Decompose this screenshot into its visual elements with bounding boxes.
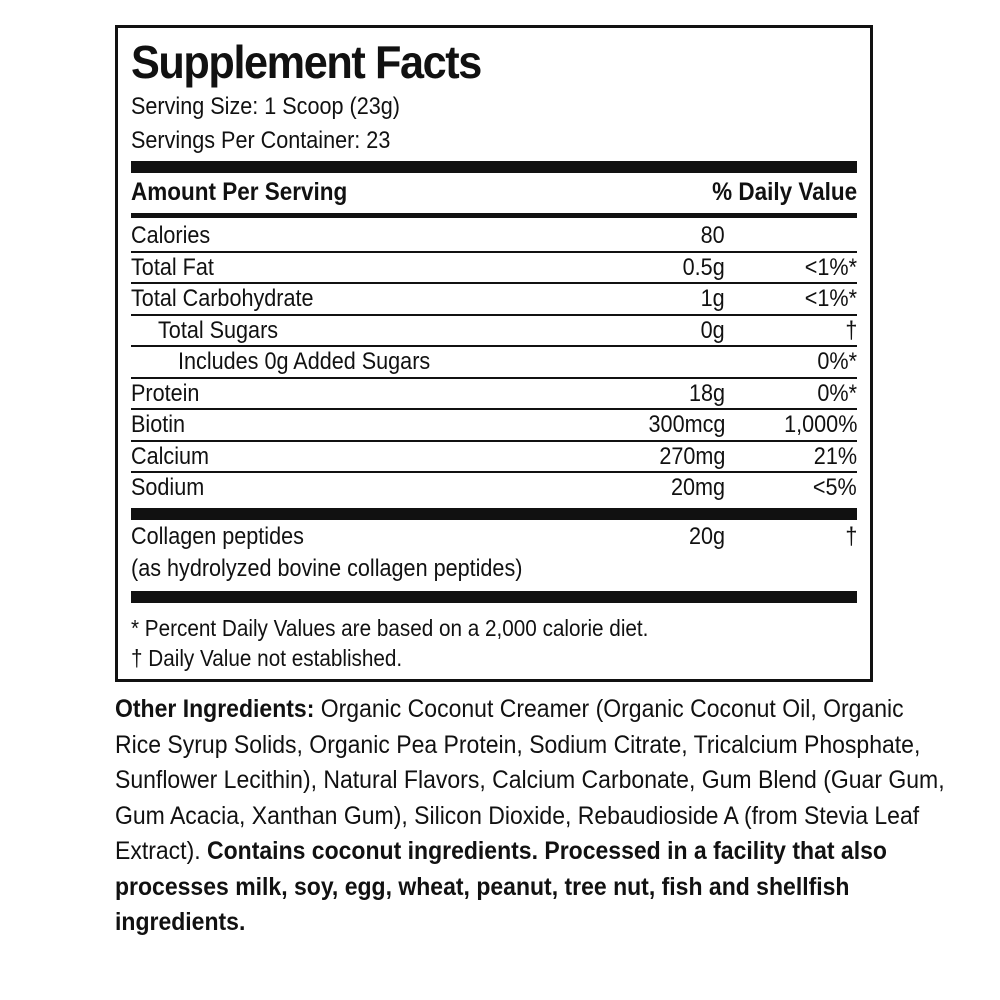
nutrient-row xyxy=(131,379,857,411)
nutrient-dv: 1,000% xyxy=(783,411,857,438)
supplement-facts-panel xyxy=(115,25,873,682)
ingredients-label: Other Ingredients: xyxy=(115,695,315,723)
panel-title: Supplement Facts xyxy=(131,36,481,88)
nutrient-dv: 21% xyxy=(813,442,857,470)
nutrient-amount: 0g xyxy=(700,316,725,344)
nutrient-name: Calcium xyxy=(131,442,210,470)
nutrient-row xyxy=(131,316,857,348)
nutrient-amount: 270mg xyxy=(658,442,725,470)
daily-value-not-established-footnote: † Daily Value not established. xyxy=(131,645,403,671)
nutrient-dv: 0%* xyxy=(817,379,857,407)
nutrient-dv: † xyxy=(844,316,857,344)
nutrient-dv: <1%* xyxy=(804,253,857,281)
thick-divider-bottom xyxy=(131,591,857,603)
nutrient-amount: 80 xyxy=(700,222,725,249)
nutrient-name: Biotin xyxy=(131,411,186,438)
daily-value-label: % Daily Value xyxy=(711,178,857,206)
nutrient-row xyxy=(131,442,857,474)
collagen-dv: † xyxy=(844,523,857,550)
nutrient-amount: 20mg xyxy=(670,474,725,501)
nutrient-dv: <5% xyxy=(813,474,857,501)
nutrient-row xyxy=(131,347,857,379)
nutrient-amount: 1g xyxy=(700,285,725,312)
nutrient-name: Total Fat xyxy=(131,253,214,281)
serving-size: Serving Size: 1 Scoop (23g) xyxy=(131,93,400,120)
other-ingredients xyxy=(115,692,955,941)
nutrient-rows xyxy=(131,221,857,505)
allergen-warning: Contains coconut ingredients. Processed in a facility that also processes milk, soy, egg, wheat, peanut, tree nut, fish and shellfish ingredients. xyxy=(115,837,887,936)
nutrient-name: Total Sugars xyxy=(158,316,279,344)
nutrient-name: Protein xyxy=(131,379,200,407)
nutrient-dv: 0%* xyxy=(817,348,857,375)
nutrient-dv: <1%* xyxy=(804,285,857,312)
nutrient-row xyxy=(131,284,857,316)
nutrient-name: Sodium xyxy=(131,474,205,501)
nutrient-name: Includes 0g Added Sugars xyxy=(178,348,431,375)
collagen-name: Collagen peptides xyxy=(131,523,304,550)
nutrient-row xyxy=(131,473,857,505)
thick-divider-top xyxy=(131,161,857,173)
ingredients-text: Organic Coconut Creamer (Organic Coconut Oil, Organic Rice Syrup Solids, Organic Pea Protein, Sodium Citrate, Tricalcium Phosphate, Sunflower Lecithin), Natural Flavors, Calcium Carbonate, Gum Blend (Guar Gum, Gum Acacia, Xanthan Gum), Silicon Dioxide, Rebaudioside A (from Stevia Leaf Extract). xyxy=(115,695,945,865)
nutrient-row xyxy=(131,253,857,285)
percent-daily-value-footnote: * Percent Daily Values are based on a 2,000 calorie diet. xyxy=(131,615,649,641)
nutrient-amount: 0.5g xyxy=(682,253,725,281)
nutrient-name: Total Carbohydrate xyxy=(131,285,314,312)
nutrient-amount: 300mcg xyxy=(648,411,725,438)
nutrient-amount: 18g xyxy=(688,379,725,407)
amount-header-row xyxy=(131,173,857,211)
amount-per-serving-label: Amount Per Serving xyxy=(131,178,348,206)
servings-per-container: Servings Per Container: 23 xyxy=(131,127,391,154)
collagen-detail: (as hydrolyzed bovine collagen peptides) xyxy=(131,555,523,582)
thick-divider-middle xyxy=(131,508,857,520)
nutrient-row xyxy=(131,410,857,442)
ingredients-paragraph xyxy=(115,692,955,941)
nutrient-row xyxy=(131,221,857,253)
medium-divider xyxy=(131,213,857,218)
collagen-amount: 20g xyxy=(688,523,725,550)
nutrient-name: Calories xyxy=(131,222,211,249)
